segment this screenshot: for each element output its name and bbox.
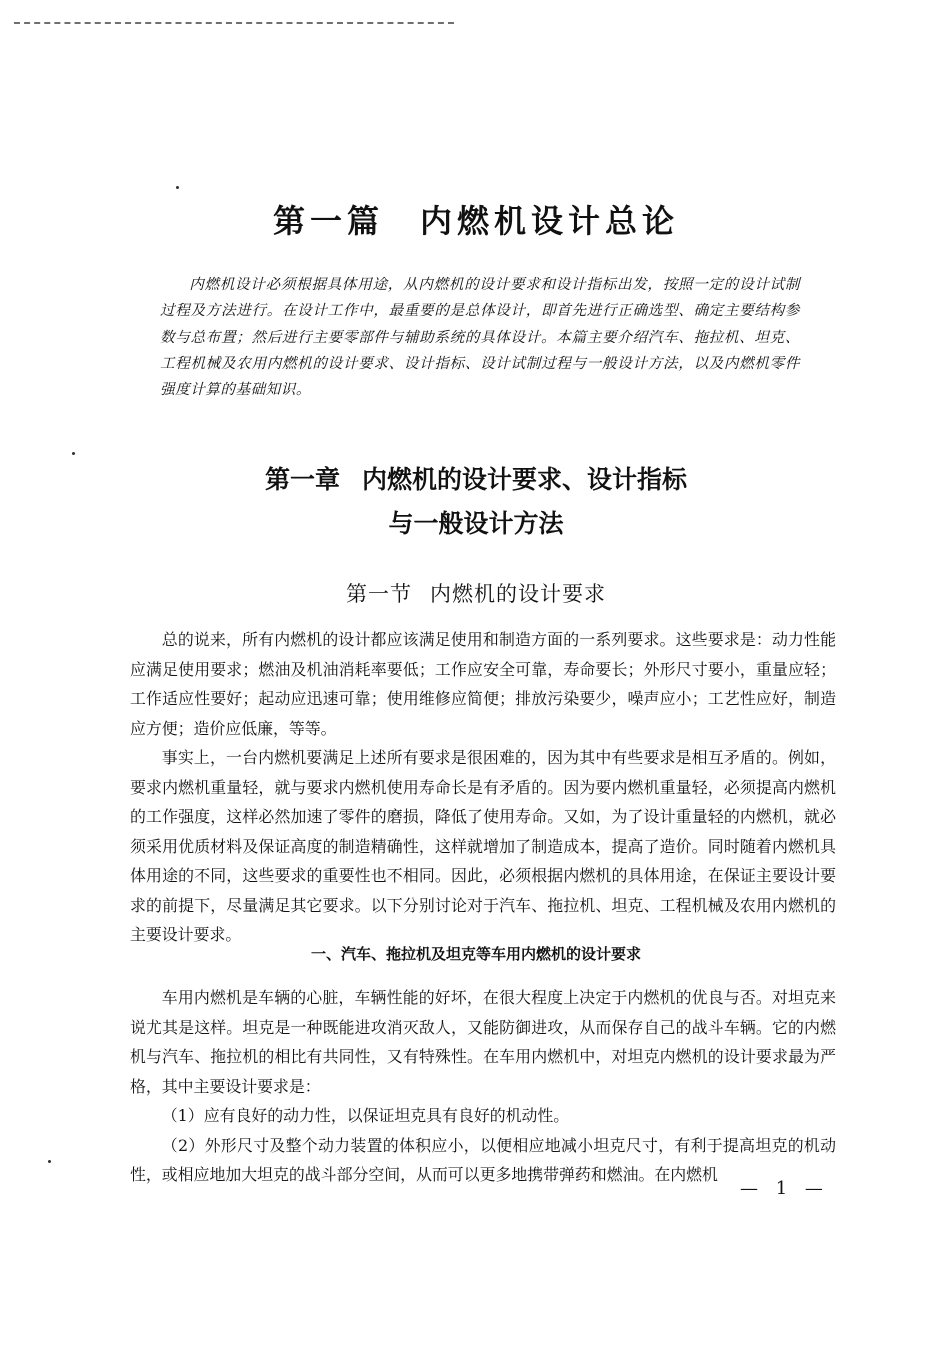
part-label: 第一篇 — [272, 202, 384, 240]
chapter-label: 第一章 — [264, 465, 340, 494]
scan-speck — [72, 452, 75, 455]
scan-speck — [48, 1160, 51, 1163]
page-number: — 1 — — [740, 1178, 829, 1199]
chapter-title-line-2: 与一般设计方法 — [388, 509, 564, 538]
paragraph: 车用内燃机是车辆的心脏，车辆性能的好坏，在很大程度上决定于内燃机的优良与否。对坦克来说尤其是这样。坦克是一种既能进攻消灭敌人，又能防御进攻，从而保存自己的战斗车辆。它的内燃机与汽车、拖拉机的相比有共同性，又有特殊性。在车用内燃机中，对坦克内燃机的设计要求最为严格，其中主要设计要求是： — [130, 988, 836, 1096]
section-heading — [0, 578, 952, 608]
paragraph: 事实上，一台内燃机要满足上述所有要求是很困难的，因为其中有些要求是相互矛盾的。例如，要求内燃机重量轻，就与要求内燃机使用寿命长是有矛盾的。因为要内燃机重量轻，必须提高内燃机的工作强度，这样必然加速了零件的磨损，降低了使用寿命。又如，为了设计重量轻的内燃机，就必须采用优质材料及保证高度的制造精确性，这样就增加了制造成本，提高了造价。同时随着内燃机具体用途的不同，这些要求的重要性也不相同。因此，必须根据内燃机的具体用途，在保证主要设计要求的前提下，尽量满足其它要求。以下分别讨论对于汽车、拖拉机、坦克、工程机械及农用内燃机的主要设计要求。 — [130, 748, 836, 944]
subsection-heading: 一、汽车、拖拉机及坦克等车用内燃机的设计要求 — [310, 945, 641, 963]
paragraph: 总的说来，所有内燃机的设计都应该满足使用和制造方面的一系列要求。这些要求是：动力性能应满足使用要求；燃油及机油消耗率要低；工作应安全可靠，寿命要长；外形尺寸要小，重量应轻；工作适应性要好；起动应迅速可靠；使用维修应简便；排放污染要少，噪声应小；工艺性应好，制造应方便；造价应低廉，等等。 — [130, 630, 836, 738]
chapter-heading — [0, 458, 952, 546]
part-name: 内燃机设计总论 — [420, 202, 680, 240]
scan-speck — [176, 186, 179, 189]
part-intro: 内燃机设计必须根据具体用途，从内燃机的设计要求和设计指标出发，按照一定的设计试制过程及方法进行。在设计工作中，最重要的是总体设计，即首先进行正确选型、确定主要结构参数与总布置；然后进行主要零部件与辅助系统的具体设计。本篇主要介绍汽车、拖拉机、坦克、工程机械及农用内燃机的设计要求、设计指标、设计试制过程与一般设计方法，以及内燃机零件强度计算的基础知识。 — [160, 276, 800, 399]
part-title — [0, 196, 952, 242]
list-item: （1）应有良好的动力性，以保证坦克具有良好的机动性。 — [161, 1106, 570, 1125]
list-item: （2）外形尺寸及整个动力装置的体积应小，以便相应地减小坦克尺寸，有利于提高坦克的机动性，或相应地加大坦克的战斗部分空间，从而可以更多地携带弹药和燃油。在内燃机 — [130, 1135, 836, 1184]
body-text-block-2 — [130, 983, 836, 1190]
body-text-block-1 — [130, 625, 836, 950]
chapter-title-line-1: 内燃机的设计要求、设计指标 — [362, 465, 688, 494]
scan-artifact-dashes — [14, 22, 454, 24]
section-label: 第一节 — [346, 582, 412, 606]
chapter-line-1 — [0, 458, 952, 502]
section-title: 内燃机的设计要求 — [430, 582, 606, 606]
